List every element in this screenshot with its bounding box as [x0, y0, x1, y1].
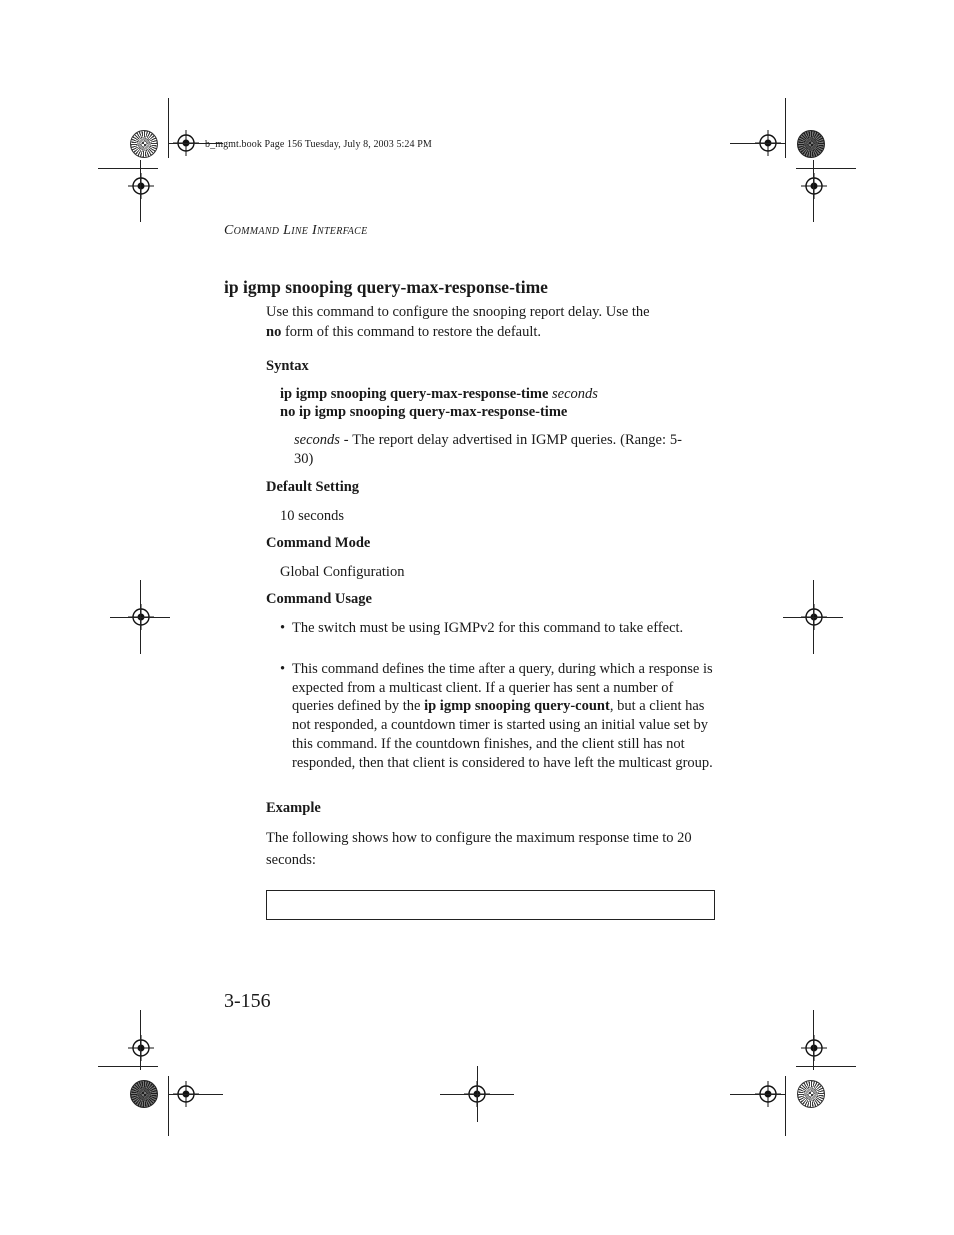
- crop-mark: [796, 168, 856, 169]
- crop-mark: [98, 168, 158, 169]
- intro-line-2: form of this command to restore the default.: [281, 324, 542, 340]
- crop-mark: [813, 1010, 814, 1070]
- parameter-description: [294, 431, 682, 469]
- syntax-heading: Syntax: [266, 358, 309, 374]
- crop-mark: [785, 98, 786, 158]
- code-example-box: [266, 890, 715, 920]
- crop-mark: [98, 1066, 158, 1067]
- print-slug: b_mgmt.book Page 156 Tuesday, July 8, 2003 5:24 PM: [205, 139, 432, 150]
- crop-mark: [168, 1094, 223, 1095]
- crop-mark: [140, 160, 141, 222]
- crop-mark: [110, 617, 170, 618]
- command-reference: ip igmp snooping query-count: [424, 698, 610, 715]
- crop-mark: [168, 98, 169, 158]
- color-rosette-icon: [130, 130, 158, 158]
- crop-mark: [140, 1010, 141, 1070]
- default-setting-heading: Default Setting: [266, 479, 360, 495]
- bullet-icon: •: [280, 620, 286, 636]
- crop-mark: [796, 1066, 856, 1067]
- crop-mark: [168, 1076, 169, 1136]
- registration-mark-icon: [128, 1035, 154, 1061]
- crop-mark: [730, 1094, 785, 1095]
- syntax-line-1: [280, 386, 598, 403]
- page-number: 3-156: [224, 990, 271, 1012]
- color-rosette-icon: [130, 1080, 158, 1108]
- intro-paragraph: [266, 302, 716, 342]
- parameter-name: seconds: [294, 432, 340, 448]
- crop-mark: [785, 1076, 786, 1136]
- command-title: ip igmp snooping query-max-response-time: [224, 277, 548, 297]
- syntax-parameter: seconds: [552, 386, 598, 402]
- usage-bullet-text: The switch must be using IGMPv2 for this command to take effect.: [292, 620, 684, 636]
- registration-mark-icon: [128, 173, 154, 199]
- intro-line-1: Use this command to configure the snooping report delay. Use the: [266, 304, 650, 320]
- crop-mark: [730, 143, 785, 144]
- crop-mark: [813, 160, 814, 222]
- default-setting-value: 10 seconds: [280, 508, 345, 524]
- bullet-icon: •: [280, 661, 286, 677]
- syntax-line-2: no ip igmp snooping query-max-response-time: [280, 404, 568, 420]
- crop-mark: [477, 1066, 478, 1122]
- usage-bullet-text: This command defines the time after a query, during which a response is expected from a multicast client. If a querier has sent a number of queries defined by the ip igmp snooping query-count, but a client has not responded, a countdown timer is started using an initial value set by this command. If the countdown finishes, and the client still has not responded, then that client is considered to have left the multicast group.: [292, 661, 713, 771]
- syntax-command: ip igmp snooping query-max-response-time: [280, 386, 549, 402]
- example-heading: Example: [266, 800, 321, 816]
- command-mode-heading: Command Mode: [266, 535, 371, 551]
- command-mode-value: Global Configuration: [280, 564, 405, 580]
- running-head: Command Line Interface: [224, 223, 368, 238]
- color-rosette-icon: [797, 1080, 825, 1108]
- registration-mark-icon: [801, 1035, 827, 1061]
- example-text: The following shows how to configure the maximum response time to 20 seconds:: [266, 830, 692, 868]
- intro-no-keyword: no: [266, 324, 282, 340]
- command-usage-heading: Command Usage: [266, 591, 372, 607]
- color-rosette-icon: [797, 130, 825, 158]
- registration-mark-icon: [801, 173, 827, 199]
- parameter-text: - The report delay advertised in IGMP queries. (Range: 5-30): [294, 432, 682, 467]
- crop-mark: [783, 617, 843, 618]
